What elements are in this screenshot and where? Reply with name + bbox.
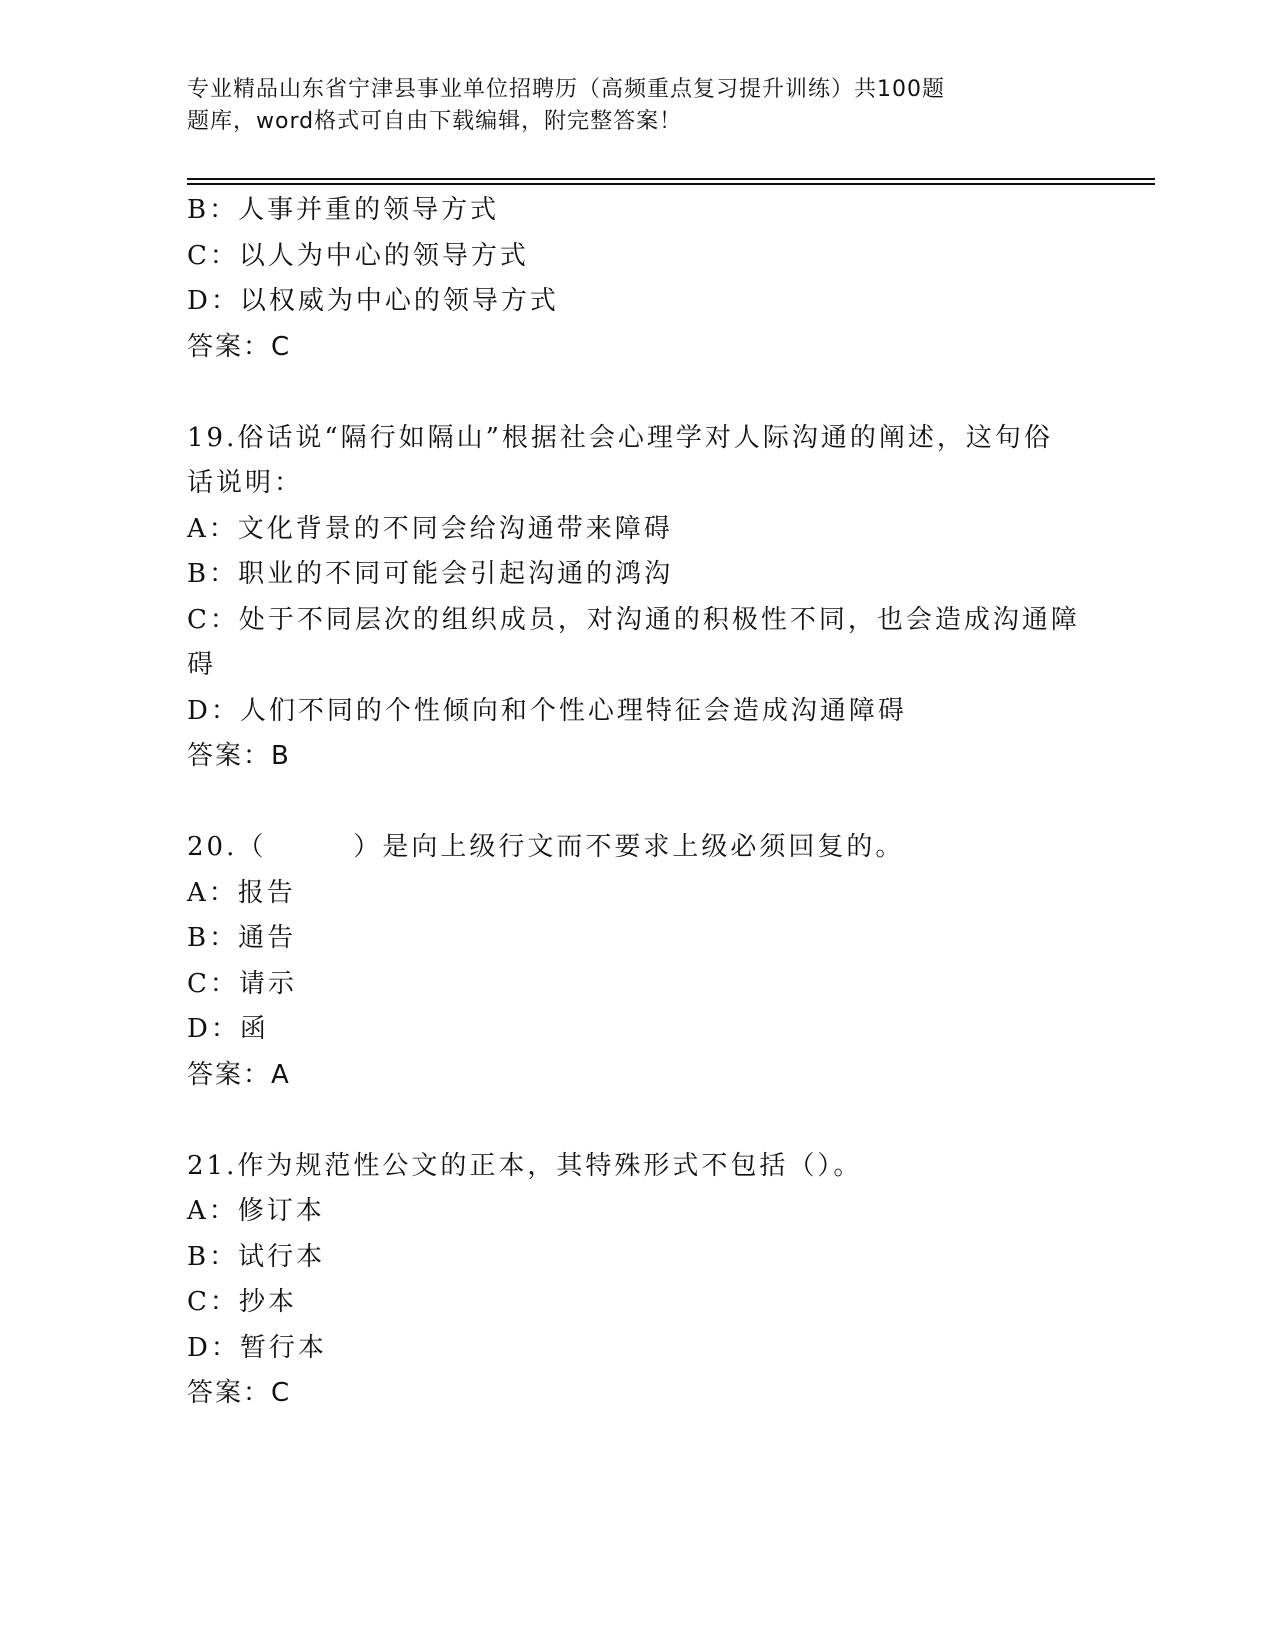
spacer (187, 1098, 1087, 1144)
q18-option-b: B：人事并重的领导方式 (187, 195, 500, 225)
question-21 (187, 1144, 1087, 1417)
q20-stem: 20.（ ）是向上级行文而不要求上级必须回复的。 (187, 832, 905, 862)
q21-answer: 答案：C (187, 1378, 292, 1408)
document-body (187, 188, 1087, 1417)
q19-option-c-line1: C：处于不同层次的组织成员，对沟通的积极性不同，也会造成沟通障 (187, 604, 1080, 635)
spacer (187, 370, 1087, 416)
q19-stem-line2: 话说明： (187, 468, 304, 498)
question-20 (187, 825, 1087, 1098)
q20-option-d: D：函 (187, 1014, 269, 1044)
header-title-line1: 专业精品山东省宁津县事业单位招聘历（高频重点复习提升训练）共100题 (187, 77, 945, 102)
q19-answer: 答案：B (187, 741, 291, 771)
question-19 (187, 416, 1087, 780)
header-divider-bottom (187, 183, 1155, 185)
q19-stem-line1: 19.俗话说“隔行如隔山”根据社会心理学对人际沟通的阐述，这句俗 (187, 422, 1053, 453)
q20-option-a: A：报告 (187, 877, 296, 908)
q21-stem: 21.作为规范性公文的正本，其特殊形式不包括（）。 (187, 1150, 863, 1181)
q18-option-d: D：以权威为中心的领导方式 (187, 286, 559, 316)
question-18-continued (187, 188, 1087, 370)
spacer (187, 780, 1087, 826)
q19-option-a: A：文化背景的不同会给沟通带来障碍 (187, 513, 673, 544)
q21-option-d: D：暂行本 (187, 1332, 327, 1363)
q18-answer: 答案：C (187, 331, 292, 362)
document-header (187, 74, 1067, 138)
q21-option-a: A：修订本 (187, 1196, 325, 1226)
q19-option-d: D：人们不同的个性倾向和个性心理特征会造成沟通障碍 (187, 695, 907, 726)
q21-option-c: C：抄本 (187, 1287, 297, 1317)
q19-option-c-line2: 碍 (187, 650, 217, 680)
q18-option-c: C：以人为中心的领导方式 (187, 240, 529, 271)
q20-option-b: B：通告 (187, 923, 297, 953)
q19-option-b: B：职业的不同可能会引起沟通的鸿沟 (187, 559, 674, 589)
q20-option-c: C：请示 (187, 968, 297, 999)
header-title-line2: 题库，word格式可自由下载编辑，附完整答案！ (187, 109, 683, 134)
q21-option-b: B：试行本 (187, 1241, 326, 1272)
q20-answer: 答案：A (187, 1059, 291, 1090)
header-divider-top (187, 178, 1155, 180)
